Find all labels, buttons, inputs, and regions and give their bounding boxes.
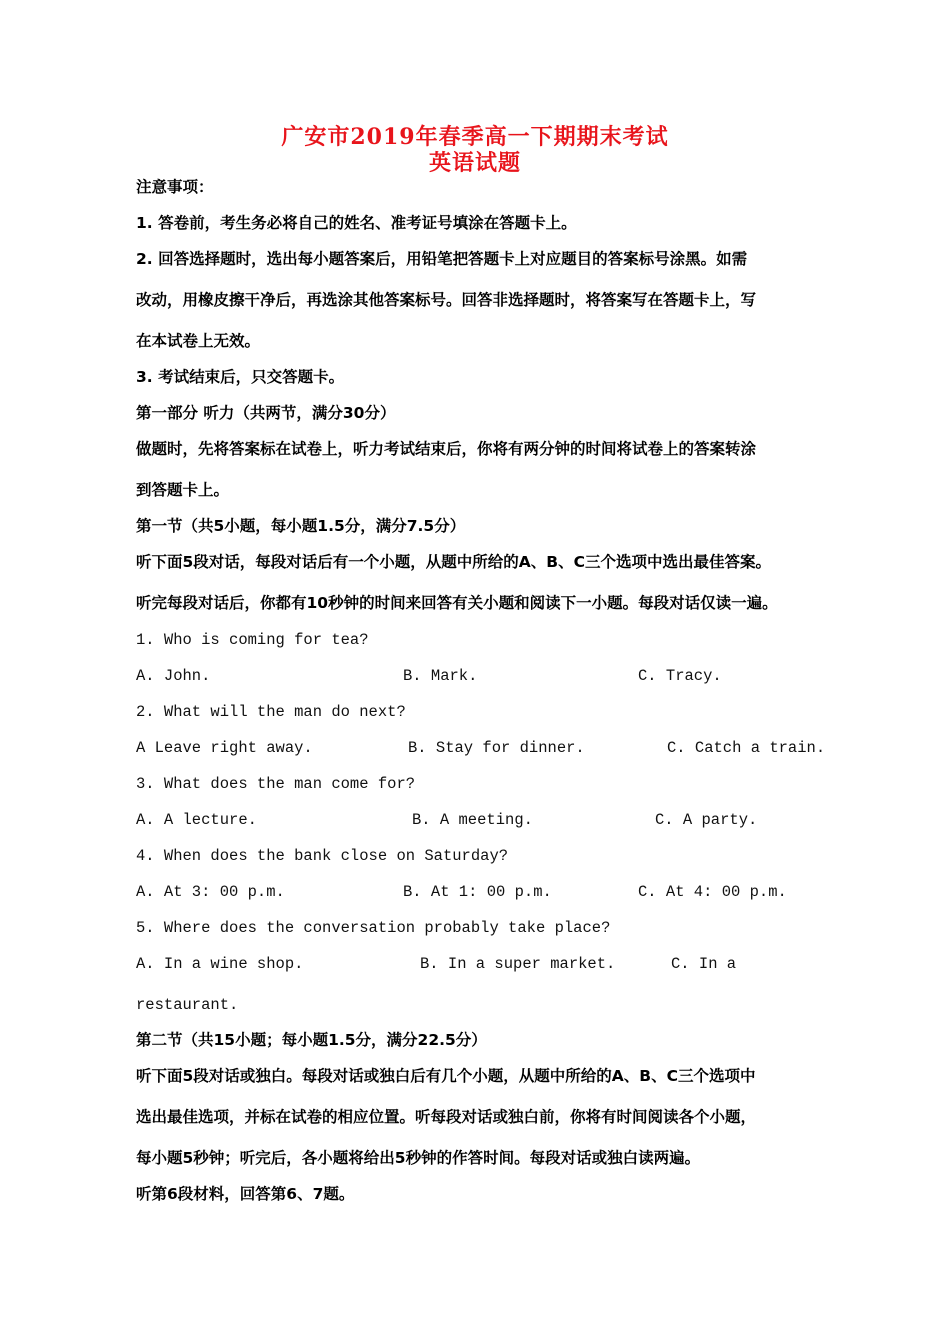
section1-instruction-line-2: 听完每段对话后，你都有10秒钟的时间来回答有关小题和阅读下一小题。每段对话仅读一遍。 <box>136 594 778 612</box>
note-item-2-line-2: 改动，用橡皮擦干净后，再选涂其他答案标号。回答非选择题时，将答案写在答题卡上，写 <box>136 291 757 309</box>
material-6-instruction: 听第6段材料，回答第6、7题。 <box>136 1185 355 1203</box>
question-5-text: 5. Where does the conversation probably take place? <box>136 919 611 937</box>
part1-heading: 第一部分 听力（共两节，满分30分） <box>136 404 396 422</box>
question-5-option-b: B. In a super market. <box>420 955 616 973</box>
question-3-option-a: A. A lecture. <box>136 811 257 829</box>
part1-intro-line-1: 做题时，先将答案标在试卷上，听力考试结束后，你将有两分钟的时间将试卷上的答案转涂 <box>136 440 757 458</box>
question-5-option-c: C. In a <box>671 955 737 973</box>
question-2-option-b: B. Stay for dinner. <box>408 739 585 757</box>
note-item-2-line-1: 2. 回答选择题时，选出每小题答案后，用铅笔把答题卡上对应题目的答案标号涂黑。如需 <box>136 250 748 268</box>
question-3-option-b: B. A meeting. <box>412 811 533 829</box>
question-2-option-a: A Leave right away. <box>136 739 313 757</box>
section2-instruction-line-3: 每小题5秒钟；听完后，各小题将给出5秒钟的作答时间。每段对话或独白读两遍。 <box>136 1149 701 1167</box>
question-5-option-c-continued: restaurant. <box>136 996 239 1014</box>
question-4-option-a: A. At 3: 00 p.m. <box>136 883 285 901</box>
part1-intro-line-2: 到答题卡上。 <box>136 481 230 499</box>
question-3-option-c: C. A party. <box>655 811 758 829</box>
question-1-text: 1. Who is coming for tea? <box>136 631 369 649</box>
question-1-option-c: C. Tracy. <box>638 667 722 685</box>
question-3-text: 3. What does the man come for? <box>136 775 416 793</box>
notes-heading: 注意事项： <box>136 178 214 196</box>
exam-title: 广安市2019年春季高一下期期末考试 <box>281 124 669 150</box>
note-item-1: 1. 答卷前，考生务必将自己的姓名、准考证号填涂在答题卡上。 <box>136 214 577 232</box>
section1-instruction-line-1: 听下面5段对话，每段对话后有一个小题，从题中所给的A、B、C三个选项中选出最佳答案。 <box>136 553 771 571</box>
question-5-option-a: A. In a wine shop. <box>136 955 304 973</box>
section1-heading: 第一节（共5小题，每小题1.5分，满分7.5分） <box>136 517 466 535</box>
question-4-text: 4. When does the bank close on Saturday? <box>136 847 509 865</box>
question-2-text: 2. What will the man do next? <box>136 703 406 721</box>
section2-heading: 第二节（共15小题；每小题1.5分，满分22.5分） <box>136 1031 487 1049</box>
note-item-2-line-3: 在本试卷上无效。 <box>136 332 261 350</box>
exam-subtitle: 英语试题 <box>428 150 521 176</box>
note-item-3: 3. 考试结束后，只交答题卡。 <box>136 368 345 386</box>
question-4-option-c: C. At 4: 00 p.m. <box>638 883 787 901</box>
question-4-option-b: B. At 1: 00 p.m. <box>403 883 552 901</box>
section2-instruction-line-1: 听下面5段对话或独白。每段对话或独白后有几个小题，从题中所给的A、B、C三个选项中 <box>136 1067 756 1085</box>
question-1-option-a: A. John. <box>136 667 211 685</box>
section2-instruction-line-2: 选出最佳选项，并标在试卷的相应位置。听每段对话或独白前，你将有时间阅读各个小题， <box>136 1108 757 1126</box>
question-2-option-c: C. Catch a train. <box>667 739 826 757</box>
question-1-option-b: B. Mark. <box>403 667 478 685</box>
